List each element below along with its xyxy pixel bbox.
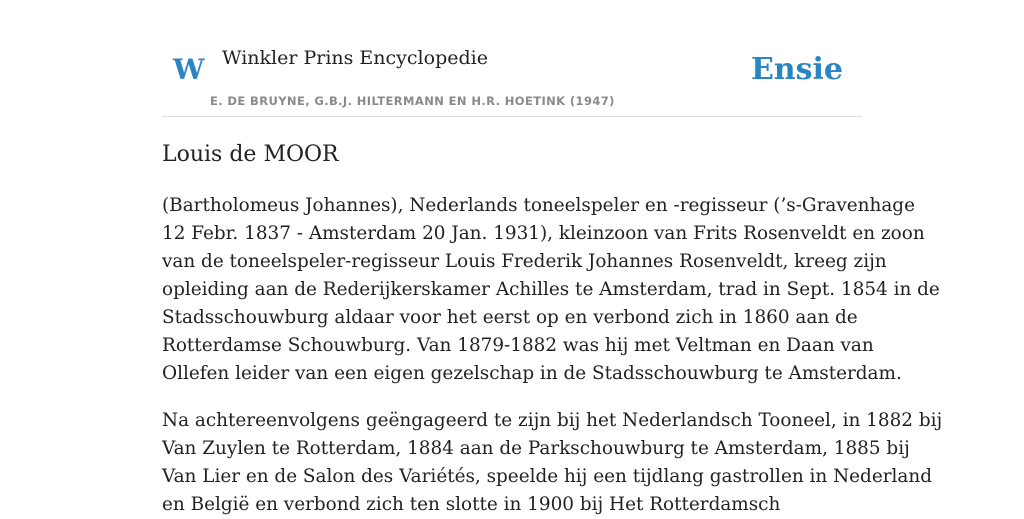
ensie-brand-logo[interactable]: Ensie: [750, 52, 843, 87]
paragraph-line: Ollefen leider van een eigen gezelschap in de Stadsschouwburg te Amsterdam.: [162, 363, 902, 384]
article-title: Louis de MOOR: [162, 142, 339, 167]
publication-authors: E. DE BRUYNE, G.B.J. HILTERMANN EN H.R. HOETINK (1947): [210, 94, 615, 108]
publication-title[interactable]: Winkler Prins Encyclopedie: [222, 47, 488, 69]
paragraph-line: Van Lier en de Salon des Variétés, speelde hij een tijdlang gastrollen in Nederland: [162, 466, 932, 487]
paragraph-line: opleiding aan de Rederijkerskamer Achilles te Amsterdam, trad in Sept. 1854 in de: [162, 279, 940, 300]
paragraph-line: Van Zuylen te Rotterdam, 1884 aan de Parkschouwburg te Amsterdam, 1885 bij: [162, 438, 910, 459]
paragraph-line: van de toneelspeler-regisseur Louis Frederik Johannes Rosenveldt, kreeg zijn: [162, 251, 887, 272]
paragraph-line: Na achtereenvolgens geëngageerd te zijn bij het Nederlandsch Tooneel, in 1882 bij: [162, 410, 943, 431]
paragraph-line: Stadsschouwburg aldaar voor het eerst op en verbond zich in 1860 aan de: [162, 307, 858, 328]
paragraph-line: 12 Febr. 1837 - Amsterdam 20 Jan. 1931), kleinzoon van Frits Rosenveldt en zoon: [162, 223, 925, 244]
article-page: [162, 0, 943, 515]
article-paragraph: [162, 407, 943, 519]
publication-logo-icon[interactable]: W: [173, 53, 205, 86]
paragraph-line: Rotterdamse Schouwburg. Van 1879-1882 was hij met Veltman en Daan van: [162, 335, 874, 356]
article-paragraph: [162, 192, 940, 388]
paragraph-line: (Bartholomeus Johannes), Nederlands toneelspeler en -regisseur (’s-Gravenhage: [162, 195, 915, 216]
site-header: [162, 0, 862, 117]
paragraph-line: en België en verbond zich ten slotte in 1900 bij Het Rotterdamsch: [162, 494, 781, 515]
